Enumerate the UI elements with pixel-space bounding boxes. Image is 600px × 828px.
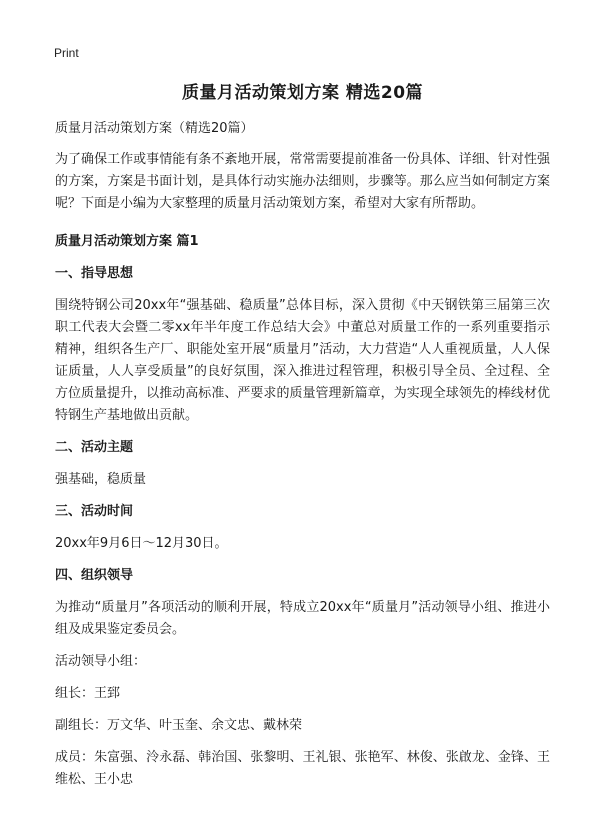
- group-deputy-leaders: 副组长：万文华、叶玉奎、余文忠、戴林荣: [55, 718, 303, 733]
- document-subtitle: 质量月活动策划方案（精选20篇）: [55, 121, 254, 136]
- section-4-body: 为推动“质量月”各项活动的顺利开展，特成立20xx年“质量月”活动领导小组、推进小组及成果鉴定委员会。: [55, 600, 550, 637]
- section-4-heading: 四、组织领导: [55, 568, 134, 583]
- print-link[interactable]: Print: [54, 46, 79, 60]
- section-3-body: 20xx年9月6日～12月30日。: [55, 536, 228, 551]
- page-title: 质量月活动策划方案 精选20篇: [181, 83, 424, 103]
- group-leader: 组长：王郅: [55, 686, 121, 701]
- article-heading: 质量月活动策划方案 篇1: [55, 234, 199, 249]
- section-3-heading: 三、活动时间: [55, 504, 134, 519]
- section-2-body: 强基础，稳质量: [55, 472, 147, 487]
- group-members: 成员：朱富强、泠永磊、韩治国、张黎明、王礼银、张艳军、林俊、张啟龙、金锋、王维松、王小忠: [55, 750, 550, 787]
- section-1-body: 围绕特钢公司20xx年“强基础、稳质量”总体目标，深入贯彻《中天钢铁第三届第三次职工代表大会暨二零xx年半年度工作总结大会》中董总对质量工作的一系列重要指示精神，组织各生产厂、职能处室开展“质量月”活动，大力营造“人人重视质量，人人保证质量，人人享受质量”的良好氛围，深入推进过程管理，积极引导全员、全过程、全方位质量提升，以推动高标准、严要求的质量管理新篇章，为实现全球领先的棒线材优特钢生产基地做出贡献。: [55, 298, 550, 423]
- section-1-heading: 一、指导思想: [55, 266, 134, 281]
- document-page: [55, 78, 550, 801]
- leadership-group-label: 活动领导小组：: [55, 654, 147, 669]
- section-2-heading: 二、活动主题: [55, 440, 134, 455]
- intro-paragraph: 为了确保工作或事情能有条不紊地开展，常常需要提前准备一份具体、详细、针对性强的方案，方案是书面计划，是具体行动实施办法细则，步骤等。那么应当如何制定方案呢？下面是小编为大家整理的质量月活动策划方案，希望对大家有所帮助。: [55, 152, 550, 211]
